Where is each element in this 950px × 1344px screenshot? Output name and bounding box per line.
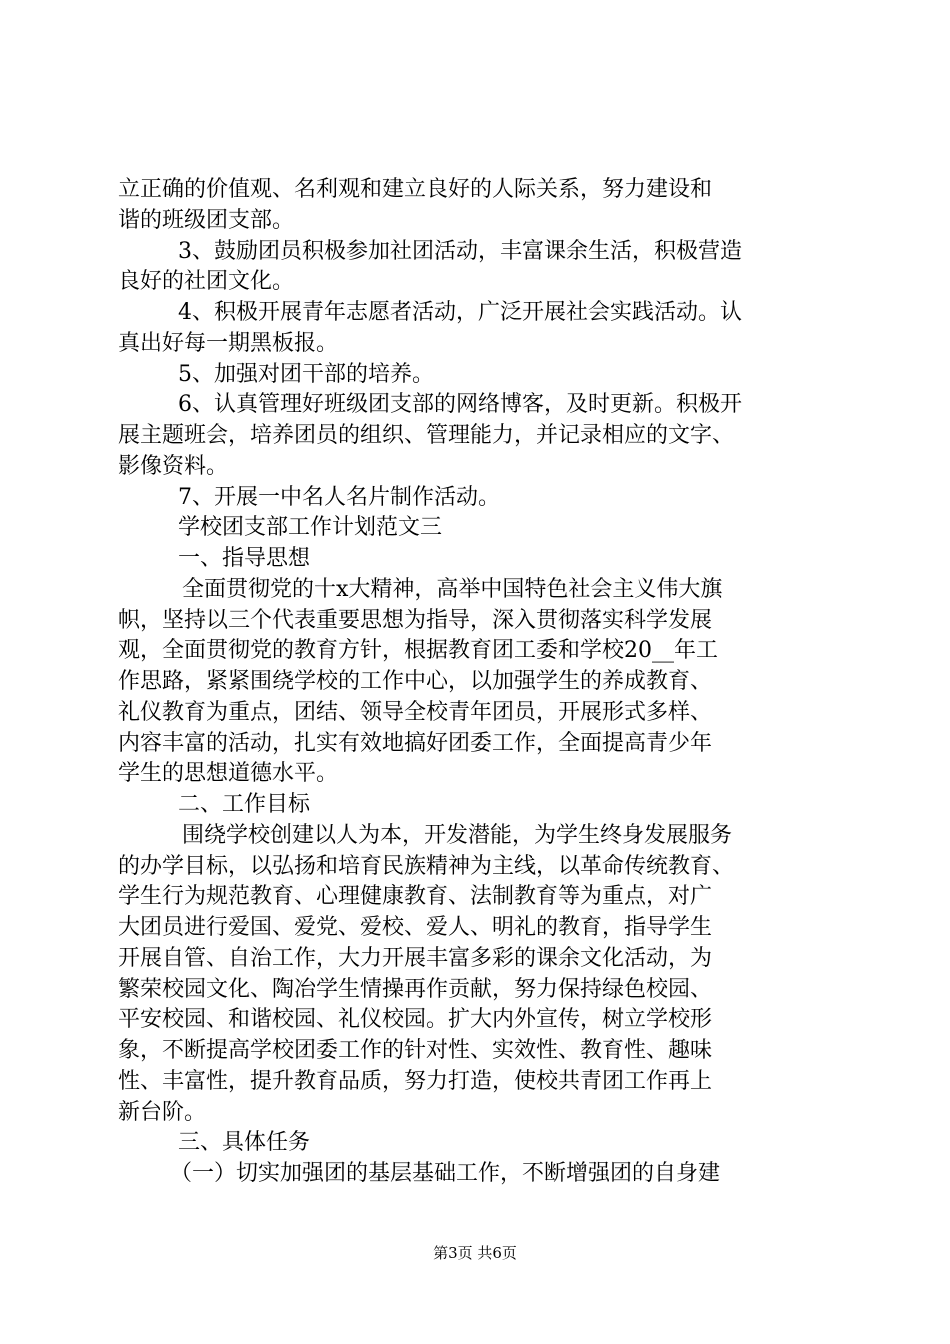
text-line: 真出好每一期黑板报。 <box>118 330 339 356</box>
text-line: 繁荣校园文化、陶冶学生情操再作贡献，努力保持绿色校园、 <box>118 976 713 1002</box>
text-line: 立正确的价值观、名利观和建立良好的人际关系，努力建设和 <box>118 177 713 202</box>
text-line: 7、开展一中名人名片制作活动。 <box>178 484 500 510</box>
page-number-footer: 第3页 共6页 <box>433 1244 517 1262</box>
section-heading: 一、指导思想 <box>178 546 311 572</box>
text-line: 学生的思想道德水平。 <box>118 761 339 787</box>
text-line: 新台阶。 <box>118 1099 207 1125</box>
text-line: 观，全面贯彻党的教育方针，根据教育团工委和学校20__年工 <box>118 638 718 664</box>
text-line: 良好的社团文化。 <box>118 269 295 295</box>
text-line: 平安校园、和谐校园、礼仪校园。扩大内外宣传，树立学校形 <box>118 1007 713 1033</box>
section-heading: 二、工作目标 <box>178 792 311 818</box>
text-line: 大团员进行爱国、爱党、爱校、爱人、明礼的教育，指导学生 <box>118 915 713 941</box>
text-line: 内容丰富的活动，扎实有效地搞好团委工作，全面提高青少年 <box>118 730 713 756</box>
section-heading: 学校团支部工作计划范文三 <box>178 515 443 541</box>
text-line: 帜，坚持以三个代表重要思想为指导，深入贯彻落实科学发展 <box>118 607 713 633</box>
text-line: 开展自管、自治工作，大力开展丰富多彩的课余文化活动，为 <box>118 945 713 971</box>
text-line: 5、加强对团干部的培养。 <box>178 361 434 387</box>
text-line: 礼仪教育为重点，团结、领导全校青年团员，开展形式多样、 <box>118 699 713 725</box>
text-line: 全面贯彻党的十x大精神，高举中国特色社会主义伟大旗 <box>182 576 723 602</box>
text-line: 的办学目标，以弘扬和培育民族精神为主线，以革命传统教育、 <box>118 853 735 879</box>
text-line: 3、鼓励团员积极参加社团活动，丰富课余生活，积极营造 <box>178 238 742 264</box>
text-line: 围绕学校创建以人为本，开发潜能，为学生终身发展服务 <box>182 822 733 848</box>
text-line: 4、积极开展青年志愿者活动，广泛开展社会实践活动。认 <box>178 300 742 326</box>
section-heading: 三、具体任务 <box>178 1130 311 1156</box>
text-line: （一）切实加强团的基层基础工作，不断增强团的自身建 <box>170 1161 721 1187</box>
text-line: 6、认真管理好班级团支部的网络博客，及时更新。积极开 <box>178 392 742 418</box>
text-line: 谐的班级团支部。 <box>118 207 295 233</box>
text-line: 象，不断提高学校团委工作的针对性、实效性、教育性、趣味 <box>118 1038 713 1064</box>
text-line: 学生行为规范教育、心理健康教育、法制教育等为重点，对广 <box>118 884 713 910</box>
text-line: 影像资料。 <box>118 453 229 479</box>
text-line: 性、丰富性，提升教育品质，努力打造，使校共青团工作再上 <box>118 1068 713 1094</box>
text-line: 作思路，紧紧围绕学校的工作中心，以加强学生的养成教育、 <box>118 669 713 695</box>
text-line: 展主题班会，培养团员的组织、管理能力，并记录相应的文字、 <box>118 423 735 449</box>
